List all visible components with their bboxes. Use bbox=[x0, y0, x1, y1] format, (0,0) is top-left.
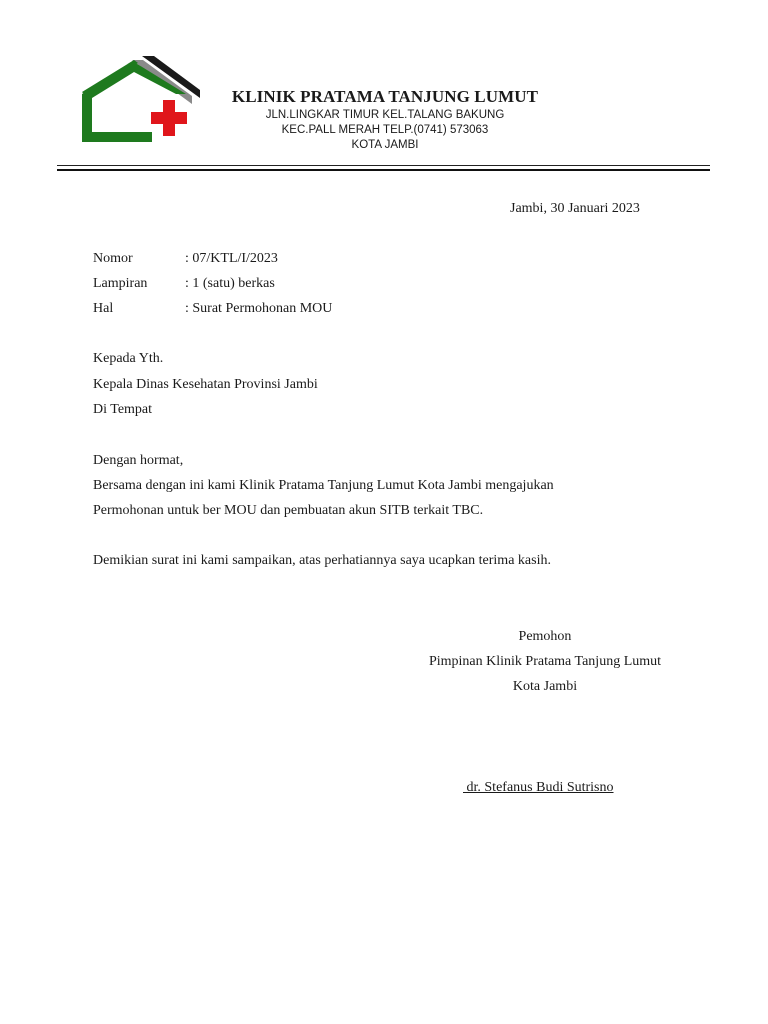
body-line-1: Bersama dengan ini kami Klinik Pratama Tanjung Lumut Kota Jambi mengajukan bbox=[93, 478, 554, 493]
body-line-2: Permohonan untuk ber MOU dan pembuatan akun SITB terkait TBC. bbox=[93, 503, 484, 518]
recipient-line-1: Kepada Yth. bbox=[93, 351, 164, 366]
header-divider-thin bbox=[57, 165, 710, 166]
header-divider-thick bbox=[57, 169, 710, 171]
meta-label-hal: Hal bbox=[93, 301, 114, 316]
signature-position: Pimpinan Klinik Pratama Tanjung Lumut bbox=[428, 654, 662, 669]
signature-city: Kota Jambi bbox=[512, 679, 578, 694]
signatory-name: dr. Stefanus Budi Sutrisno bbox=[463, 780, 614, 795]
meta-value-lampiran: : 1 (satu) berkas bbox=[185, 276, 275, 291]
closing-line: Demikian surat ini kami sampaikan, atas perhatiannya saya ucapkan terima kasih. bbox=[93, 553, 551, 568]
meta-label-nomor: Nomor bbox=[93, 251, 133, 266]
meta-value-hal: : Surat Permohonan MOU bbox=[185, 301, 333, 316]
address-line-1: JLN.LINGKAR TIMUR KEL.TALANG BAKUNG bbox=[265, 109, 505, 121]
meta-label-lampiran: Lampiran bbox=[93, 276, 148, 291]
recipient-line-3: Di Tempat bbox=[93, 402, 153, 417]
meta-value-nomor: : 07/KTL/I/2023 bbox=[185, 251, 278, 266]
letterhead bbox=[200, 86, 570, 153]
clinic-name: KLINIK PRATAMA TANJUNG LUMUT bbox=[231, 87, 539, 106]
letter-date: Jambi, 30 Januari 2023 bbox=[510, 201, 640, 216]
recipient-line-2: Kepala Dinas Kesehatan Provinsi Jambi bbox=[93, 377, 318, 392]
greeting: Dengan hormat, bbox=[93, 453, 184, 468]
address-line-3: KOTA JAMBI bbox=[351, 139, 419, 151]
clinic-logo-house-cross-icon bbox=[80, 54, 200, 144]
address-line-2: KEC.PALL MERAH TELP.(0741) 573063 bbox=[281, 124, 489, 136]
signature-title: Pemohon bbox=[518, 629, 572, 644]
